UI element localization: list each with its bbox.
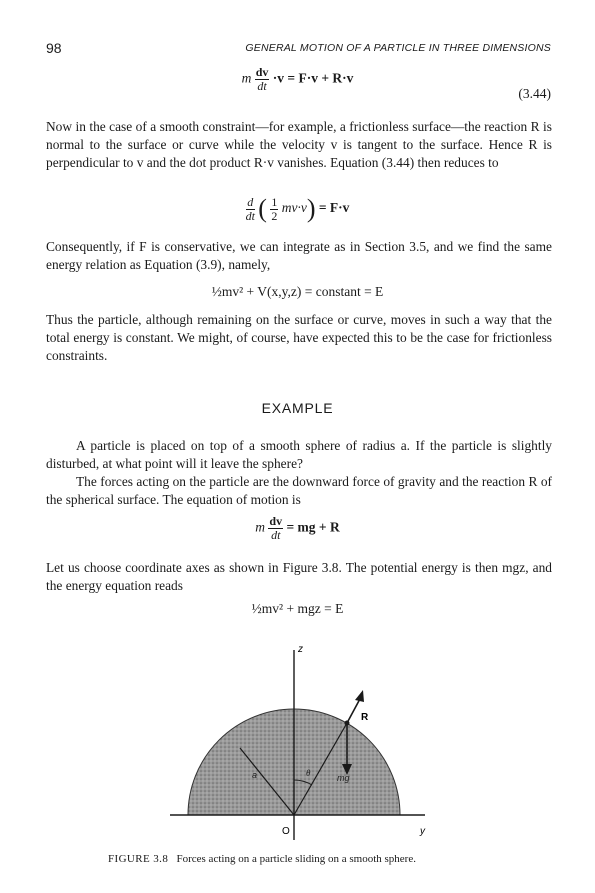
eq-motion-derivative [268, 515, 283, 542]
equation-motion [0, 515, 595, 542]
equation-number: (3.44) [518, 86, 551, 101]
motion-frac-num: dv [269, 514, 283, 528]
eq-motion-rhs: = mg + R [286, 519, 340, 535]
frac-numerator: dv [255, 65, 269, 79]
equation-reduced: $\frac{d}{dt}$ ( $\frac{1}{2}$ mv·v) = F·v [245, 194, 350, 223]
half-numerator: 1 [271, 194, 278, 209]
caption-text: Forces acting on a particle sliding on a smooth sphere. [176, 853, 416, 865]
paragraph-total-energy: Thus the particle, although remaining on the surface or curve, moves in such a way that the total energy is constant. We might, of course, have expected this to be the case for frictionless constraints. [46, 312, 552, 363]
label-mg: mg [337, 773, 350, 783]
figure-sphere-diagram [0, 630, 595, 850]
label-y: y [420, 826, 425, 837]
caption-figure-label: FIGURE 3.8 [108, 853, 169, 865]
label-R: R [361, 712, 369, 723]
example-heading: EXAMPLE [261, 400, 334, 416]
paragraph-smooth-constraint: Now in the case of a smooth constraint—for example, a frictionless surface—the reaction R is normal to the surface or curve while the velocity v is tangent to the surface. Hence R is perpendicular to v and the dot product R·v vanishes. Equation (3.44) then reduces to [46, 119, 552, 170]
equation-3-44 [0, 66, 595, 93]
eq-inner: mv·v [281, 200, 307, 216]
eq-derivative [255, 66, 270, 93]
half-denominator: 2 [271, 208, 278, 223]
label-a: a [252, 770, 258, 780]
motion-frac-den: dt [271, 528, 281, 542]
reaction-arrowhead [355, 690, 364, 702]
figure-caption [108, 853, 416, 865]
particle [345, 721, 350, 726]
equation-energy: ½mv² + V(x,y,z) = constant = E [211, 284, 384, 299]
paragraph-coordinate-axes: Let us choose coordinate axes as shown in Figure 3.8. The potential energy is then mgz, and the energy equation reads [46, 560, 552, 593]
eq-half [270, 196, 278, 223]
page-number: 98 [46, 40, 62, 56]
eq-reduced-rhs: = F·v [318, 200, 350, 216]
reaction-arrow [347, 697, 361, 723]
frac-denominator: dt [257, 79, 267, 93]
label-z: z [298, 644, 303, 655]
equation-final: ½mv² + mgz = E [251, 601, 344, 616]
eq-d-dt [246, 196, 255, 223]
running-title: GENERAL MOTION OF A PARTICLE IN THREE DIMENSIONS [245, 42, 551, 54]
paragraph-example-question: A particle is placed on top of a smooth sphere of radius a. If the particle is slightly disturbed, at what point will it leave the sphere? [46, 438, 552, 471]
label-theta: θ [306, 768, 311, 778]
paragraph-conservative: Consequently, if F is conservative, we can integrate as in Section 3.5, and we find the same energy relation as Equation (3.9), namely, [46, 239, 552, 272]
d-numerator: d [247, 194, 254, 209]
eq-rhs: ·v = F·v + R·v [272, 70, 354, 86]
eq-motion-mass: m [255, 519, 266, 535]
d-denominator: dt [245, 208, 255, 223]
label-origin: O [282, 826, 290, 837]
paragraph-forces: The forces acting on the particle are the downward force of gravity and the reaction R of the spherical surface. The equation of motion is [46, 474, 552, 507]
eq-mass: m [241, 70, 252, 86]
